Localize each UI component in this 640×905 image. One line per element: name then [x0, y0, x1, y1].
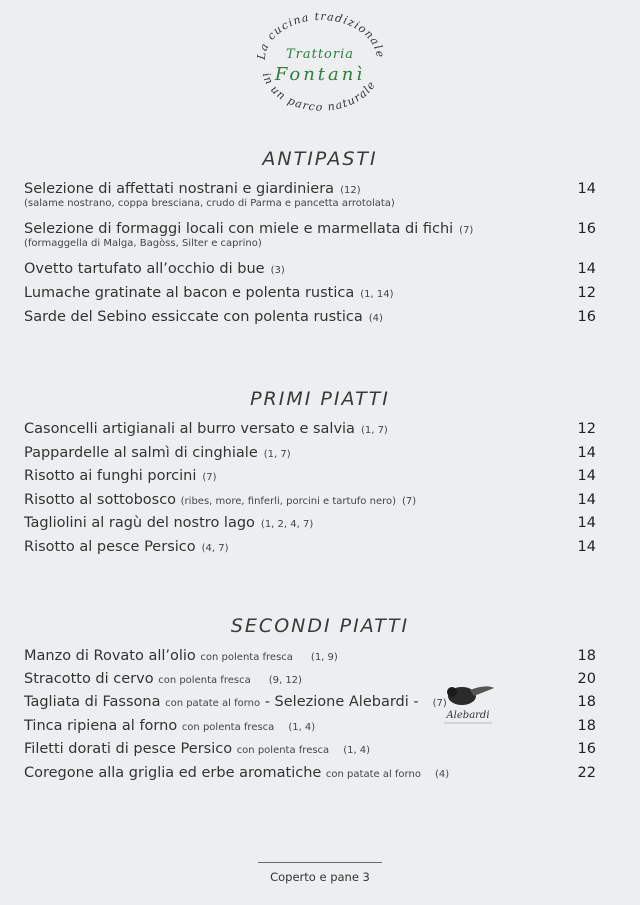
item-allergens: (4, 7): [201, 543, 229, 554]
item-allergens: (7): [459, 225, 474, 236]
item-allergens: (4): [368, 313, 383, 324]
menu-item: [24, 421, 596, 437]
item-description: con patate al forno: [325, 769, 421, 780]
item-price: 20: [577, 671, 596, 687]
item-price: 14: [577, 181, 596, 197]
item-allergens: (7): [202, 472, 217, 483]
item-allergens: (9, 12): [268, 675, 302, 686]
item-name: Filetti dorati di pesce Persico con polenta fresca (1, 4): [24, 741, 371, 757]
item-allergens: (1, 9): [310, 652, 338, 663]
item-price: 16: [577, 309, 596, 325]
item-name: Stracotto di cervo con polenta fresca (9, 12): [24, 671, 302, 687]
item-allergens: (4): [434, 769, 450, 780]
menu-item: [24, 539, 596, 555]
item-description: con polenta fresca: [181, 722, 275, 733]
menu-item: [24, 285, 596, 301]
menu-item: [24, 515, 596, 531]
section-title-secondi-piatti: SECONDI PIATTI: [230, 615, 410, 637]
item-allergens: (1, 4): [288, 722, 316, 733]
item-name: Manzo di Rovato all’olio con polenta fresca (1, 9): [24, 648, 338, 664]
section-title-antipasti: ANTIPASTI: [262, 148, 378, 170]
menu-item: [24, 694, 596, 710]
menu-item: [24, 765, 596, 781]
item-allergens: (1, 7): [263, 449, 291, 460]
menu-item: [24, 671, 596, 687]
item-name: Risotto al sottobosco (ribes, more, finferli, porcini e tartufo nero) (7): [24, 492, 417, 508]
menu-item: [24, 492, 596, 508]
restaurant-logo: [240, 10, 400, 120]
item-price: 22: [577, 765, 596, 781]
item-price: 14: [577, 261, 596, 277]
item-price: 18: [577, 718, 596, 734]
menu-item: [24, 181, 596, 209]
menu-item: [24, 261, 596, 277]
item-description: con polenta fresca: [158, 675, 251, 686]
item-description: con patate al forno: [165, 698, 261, 709]
item-price: 18: [577, 694, 596, 710]
item-allergens: (3): [270, 265, 285, 276]
footer-divider: [258, 862, 382, 863]
alebardi-logo: [440, 682, 496, 730]
item-name: Casoncelli artigianali al burro versato e salvia (1, 7): [24, 421, 388, 437]
item-name: Pappardelle al salmì di cinghiale (1, 7): [24, 445, 291, 461]
item-name: Tagliata di Fassona con patate al forno - Selezione Alebardi - (7): [24, 694, 447, 710]
menu-item: [24, 468, 596, 484]
logo-line2: Fontanì: [274, 64, 366, 85]
item-price: 14: [577, 539, 596, 555]
item-price: 16: [577, 221, 596, 237]
item-name: Tinca ripiena al forno con polenta fresca (1, 4): [24, 718, 316, 734]
item-name: Risotto ai funghi porcini (7): [24, 468, 217, 484]
item-allergens: (1, 14): [360, 289, 394, 300]
menu-item: [24, 741, 596, 757]
footer-coperto: Coperto e pane 3: [270, 870, 370, 884]
item-allergens: (7): [432, 698, 447, 709]
item-name: Lumache gratinate al bacon e polenta rustica (1, 14): [24, 285, 394, 301]
logo-line1: Trattoria: [285, 47, 355, 62]
item-description: (ribes, more, finferli, porcini e tartufo nero): [180, 496, 397, 507]
menu-item: [24, 445, 596, 461]
item-name: Risotto al pesce Persico (4, 7): [24, 539, 229, 555]
item-price: 14: [577, 515, 596, 531]
menu-item: [24, 648, 596, 664]
menu-item: [24, 718, 596, 734]
item-description: con polenta fresca: [236, 745, 330, 756]
item-name: Tagliolini al ragù del nostro lago (1, 2, 4, 7): [24, 515, 314, 531]
item-price: 12: [577, 285, 596, 301]
item-name: Ovetto tartufato all’occhio di bue (3): [24, 261, 285, 277]
item-description: (salame nostrano, coppa bresciana, crudo di Parma e pancetta arrotolata): [24, 198, 395, 209]
item-price: 18: [577, 648, 596, 664]
item-price: 14: [577, 468, 596, 484]
item-name: Sarde del Sebino essiccate con polenta rustica (4): [24, 309, 383, 325]
alebardi-logo-text: Alebardi: [446, 710, 490, 721]
item-price: 16: [577, 741, 596, 757]
item-description: (formaggella di Malga, Bagòss, Silter e caprino): [24, 238, 262, 249]
item-price: 14: [577, 445, 596, 461]
item-allergens: (1, 2, 4, 7): [260, 519, 314, 530]
item-description: con polenta fresca: [200, 652, 293, 663]
item-allergens: (1, 4): [343, 745, 371, 756]
menu-item: [24, 309, 596, 325]
item-price: 12: [577, 421, 596, 437]
item-allergens: (12): [340, 185, 361, 196]
section-title-primi-piatti: PRIMI PIATTI: [250, 388, 390, 410]
item-name: Selezione di formaggi locali con miele e marmellata di fichi (7): [24, 221, 474, 237]
item-price: 14: [577, 492, 596, 508]
item-name: Coregone alla griglia ed erbe aromatiche con patate al forno (4): [24, 765, 450, 781]
logo-arc-top-text: La cucina tradizionale: [254, 10, 388, 61]
item-name: Selezione di affettati nostrani e giardiniera (12): [24, 181, 361, 197]
item-allergens: (1, 7): [360, 425, 388, 436]
item-allergens: (7): [402, 496, 417, 507]
menu-item: [24, 221, 596, 249]
logo-arc-bottom-text: in un parco naturale: [259, 71, 379, 114]
